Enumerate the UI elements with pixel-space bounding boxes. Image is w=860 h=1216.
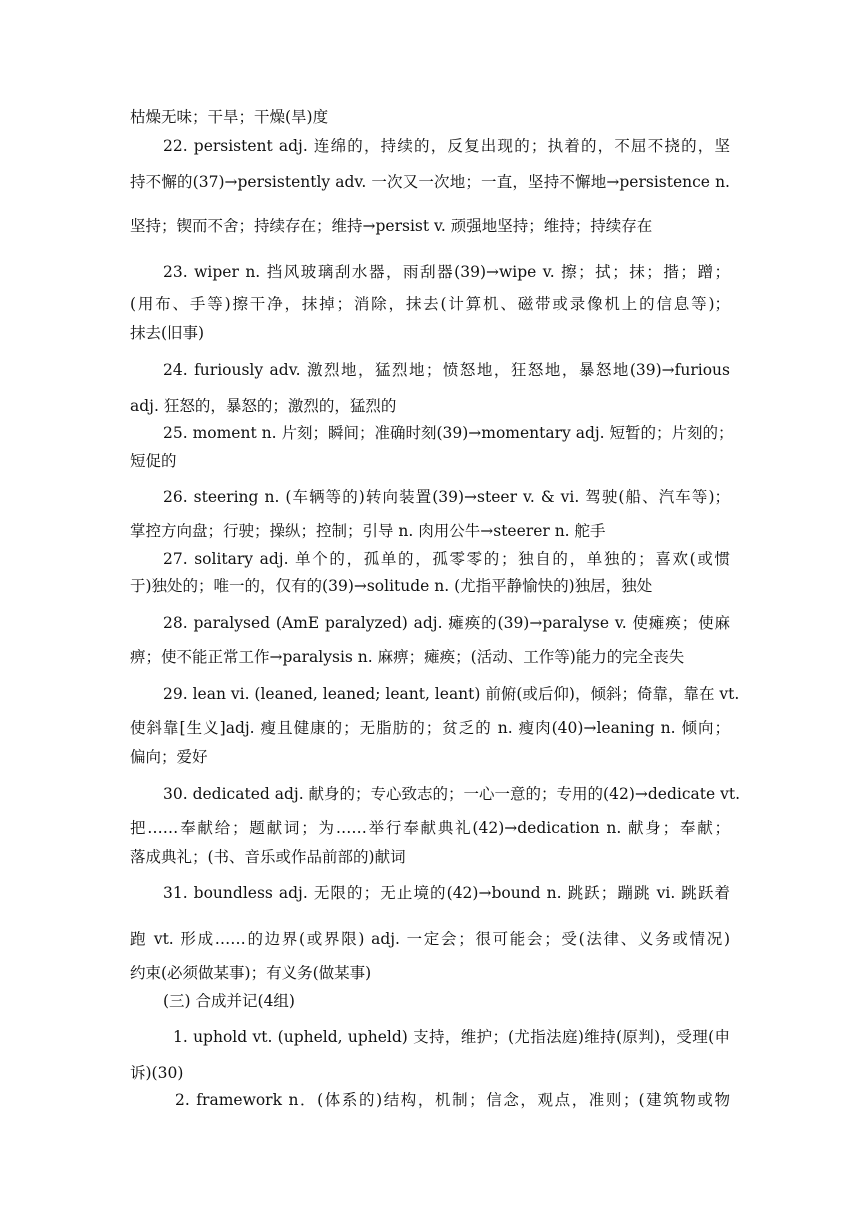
text-line: 坚持；锲而不舍；持续存在；维持→persist v. 顽强地坚持；维持；持续存在: [130, 217, 653, 235]
text-line: 24. furiously adv. 激烈地，猛烈地；愤怒地，狂怒地，暴怒地(39)→furious: [163, 361, 730, 379]
text-line: 1. uphold vt. (upheld, upheld) 支持，维护；(尤指法庭)维持(原判)，受理(申: [173, 1028, 730, 1046]
text-line: 诉)(30): [130, 1064, 184, 1082]
text-line: 29. lean vi. (leaned, leaned; leant, leant) 前俯(或后仰)，倾斜；倚靠，靠在 vt.: [163, 685, 740, 703]
text-line: 痹；使不能正常工作→paralysis n. 麻痹；瘫痪；(活动、工作等)能力的完全丧失: [130, 648, 685, 666]
text-line: 28. paralysed (AmE paralyzed) adj. 瘫痪的(39)→paralyse v. 使瘫痪；使麻: [163, 614, 730, 632]
text-line: 2. framework n．(体系的)结构，机制；信念，观点，准则；(建筑物或物: [175, 1091, 730, 1109]
text-line: 偏向；爱好: [130, 748, 208, 766]
text-line: 跑 vt. 形成……的边界(或界限) adj. 一定会；很可能会；受(法律、义务或情况): [130, 930, 730, 948]
text-line: adj. 狂怒的，暴怒的；激烈的，猛烈的: [130, 397, 397, 415]
text-line: 持不懈的(37)→persistently adv. 一次又一次地；一直，坚持不懈地→persistence n.: [130, 173, 730, 191]
text-line: 22. persistent adj. 连绵的，持续的，反复出现的；执着的，不屈不挠的，坚: [163, 137, 730, 155]
text-line: 短促的: [130, 452, 177, 470]
text-line: 27. solitary adj. 单个的，孤单的，孤零零的；独自的，单独的；喜欢(或惯: [163, 550, 730, 568]
text-line: 使斜靠[生义]adj. 瘦且健康的；无脂肪的；贫乏的 n. 瘦肉(40)→leaning n. 倾向；: [130, 719, 730, 737]
text-line: 枯燥无味；干旱；干燥(旱)度: [130, 108, 329, 126]
text-line: 25. moment n. 片刻；瞬间；准确时刻(39)→momentary adj. 短暂的；片刻的；: [163, 424, 734, 442]
text-line: 30. dedicated adj. 献身的；专心致志的；一心一意的；专用的(42)→dedicate vt.: [163, 785, 740, 803]
text-line: 26. steering n. (车辆等的)转向装置(39)→steer v. & vi. 驾驶(船、汽车等)；: [163, 488, 730, 506]
text-line: 掌控方向盘；行驶；操纵；控制；引导 n. 肉用公牛→steerer n. 舵手: [130, 522, 606, 540]
text-line: 23. wiper n. 挡风玻璃刮水器，雨刮器(39)→wipe v. 擦；拭；抹；揩；蹭；: [163, 263, 730, 281]
text-line: 落成典礼；(书、音乐或作品前部的)献词: [130, 848, 406, 866]
section-heading: (三) 合成并记(4组): [163, 992, 295, 1010]
text-line: 抹去(旧事): [130, 324, 205, 342]
text-line: 于)独处的；唯一的，仅有的(39)→solitude n. (尤指平静愉快的)独居，独处: [130, 577, 653, 595]
text-line: 31. boundless adj. 无限的；无止境的(42)→bound n. 跳跃；蹦跳 vi. 跳跃着: [163, 884, 730, 902]
text-line: (用布、手等)擦干净，抹掉；消除，抹去(计算机、磁带或录像机上的信息等)；: [130, 295, 730, 313]
text-line: 把……奉献给；题献词；为……举行奉献典礼(42)→dedication n. 献身；奉献；: [130, 819, 730, 837]
text-line: 约束(必须做某事)；有义务(做某事): [130, 964, 372, 982]
